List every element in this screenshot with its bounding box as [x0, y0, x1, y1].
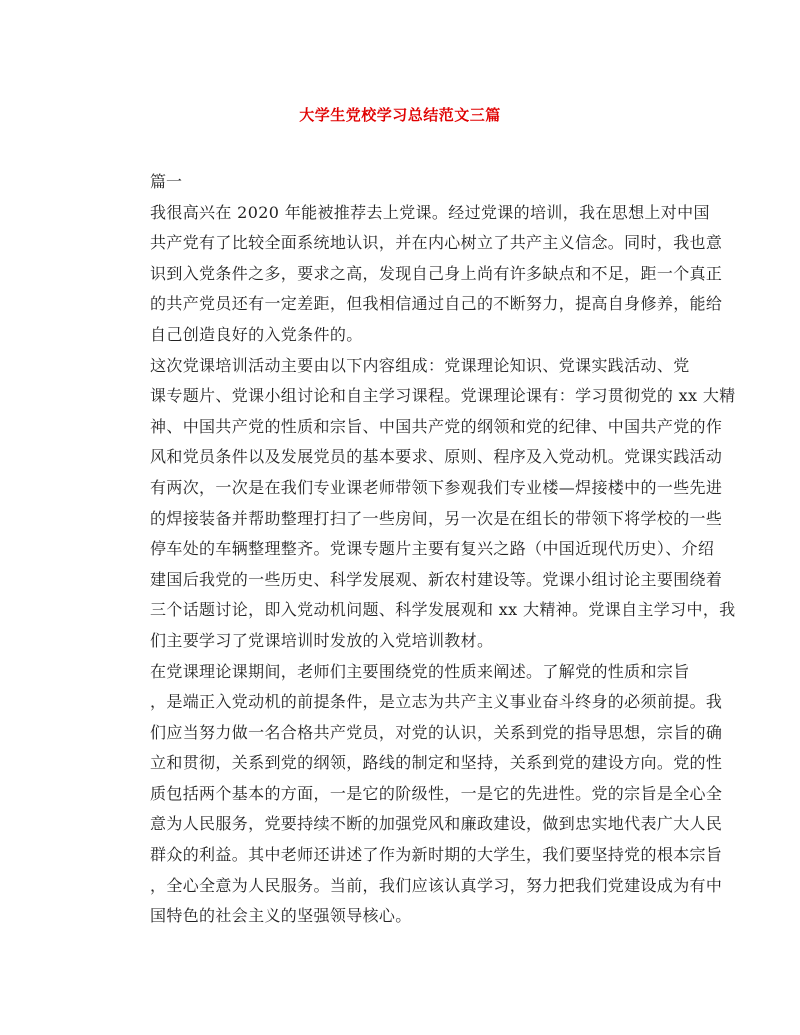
- paragraph-2: [118, 351, 736, 657]
- paragraph-line: 在党课理论课期间，老师们主要围绕党的性质来阐述。了解党的性质和宗旨: [150, 661, 690, 681]
- paragraph-line: 三个话题讨论，即入党动机问题、科学发展观和 xx 大精神。党课自主学习中，我: [150, 600, 736, 620]
- paragraph-line: 我很高兴在 2020 年能被推荐去上党课。经过党课的培训，我在思想上对中国: [150, 202, 710, 222]
- document-title: 大学生党校学习总结范文三篇: [299, 106, 501, 124]
- paragraph-1: [118, 198, 723, 351]
- paragraph-line: 共产党有了比较全面系统地认识，并在内心树立了共产主义信念。同时，我也意: [150, 233, 723, 253]
- paragraph-line: 质包括两个基本的方面，一是它的阶级性，一是它的先进性。党的宗旨是全心全: [150, 783, 723, 803]
- paragraph-line: 有两次，一次是在我们专业课老师带领下参观我们专业楼—焊接楼中的一些先进: [150, 477, 723, 497]
- section-label: 篇一: [150, 172, 183, 191]
- paragraph-line: 这次党课培训活动主要由以下内容组成：党课理论知识、党课实践活动、党: [150, 355, 690, 375]
- paragraph-line: 停车处的车辆整理整齐。党课专题片主要有复兴之路（中国近现代历史）、介绍: [150, 539, 715, 559]
- paragraph-line: 神、中国共产党的性质和宗旨、中国共产党的纲领和党的纪律、中国共产党的作: [150, 416, 723, 436]
- document-body: [118, 167, 736, 932]
- paragraph-line: 意为人民服务，党要持续不断的加强党风和廉政建设，做到忠实地代表广大人民: [150, 814, 723, 834]
- paragraph-line: 立和贯彻，关系到党的纲领，路线的制定和坚持，关系到党的建设方向。党的性: [150, 753, 723, 773]
- paragraph-line: 国特色的社会主义的坚强领导核心。: [150, 906, 412, 926]
- paragraph-line: 课专题片、党课小组讨论和自主学习课程。党课理论课有：学习贯彻党的 xx 大精: [150, 386, 736, 406]
- paragraph-line: 建国后我党的一些历史、科学发展观、新农村建设等。党课小组讨论主要围绕着: [150, 569, 723, 589]
- paragraph-line: 群众的利益。其中老师还讲述了作为新时期的大学生，我们要坚持党的根本宗旨: [150, 845, 723, 865]
- paragraph-line: 的焊接装备并帮助整理打扫了一些房间，另一次是在组长的带领下将学校的一些: [150, 508, 723, 528]
- paragraph-line: ，是端正入党动机的前提条件，是立志为共产主义事业奋斗终身的必须前提。我: [150, 692, 723, 712]
- paragraph-line: 识到入党条件之多，要求之高，发现自己身上尚有许多缺点和不足，距一个真正: [150, 263, 723, 283]
- paragraph-line: 的共产党员还有一定差距，但我相信通过自己的不断努力，提高自身修养，能给: [150, 294, 723, 314]
- paragraph-3: [118, 657, 723, 932]
- paragraph-line: 风和党员条件以及发展党员的基本要求、原则、程序及入党动机。党课实践活动: [150, 447, 723, 467]
- paragraph-line: ，全心全意为人民服务。当前，我们应该认真学习，努力把我们党建设成为有中: [150, 875, 723, 895]
- paragraph-line: 们应当努力做一名合格共产党员，对党的认识，关系到党的指导思想，宗旨的确: [150, 722, 723, 742]
- paragraph-line: 自己创造良好的入党条件的。: [150, 324, 363, 344]
- paragraph-line: 们主要学习了党课培训时发放的入党培训教材。: [150, 630, 494, 650]
